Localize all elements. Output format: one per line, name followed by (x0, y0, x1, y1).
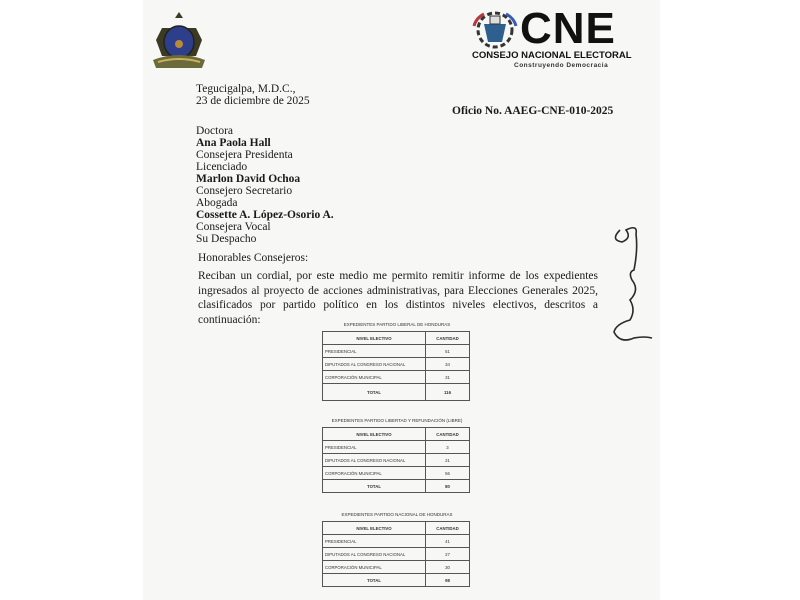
cne-wordmark: CNE (520, 4, 616, 53)
table-title: EXPEDIENTES PARTIDO LIBERTAD Y REFUNDACIÓN (LIBRE) (331, 418, 463, 423)
row-value: 30 (426, 561, 470, 574)
row-value: 3 (426, 441, 470, 454)
table-partido-nacional (322, 512, 472, 587)
row-label: DIPUTADOS AL CONGRESO NACIONAL (323, 358, 426, 371)
table-row (323, 441, 470, 454)
total-label: TOTAL (323, 480, 426, 493)
row-value: 31 (426, 371, 470, 384)
table-row (323, 454, 470, 467)
column-header: CANTIDAD (426, 332, 470, 345)
row-value: 41 (426, 535, 470, 548)
row-value: 51 (426, 345, 470, 358)
row-value: 21 (426, 454, 470, 467)
row-label: CORPORACIÓN MUNICIPAL (323, 371, 426, 384)
cne-name: CONSEJO NACIONAL ELECTORAL (472, 50, 632, 61)
recipient-2-name: Marlon David Ochoa (196, 173, 301, 185)
handwritten-signature (600, 220, 660, 350)
table-row (323, 467, 470, 480)
column-header: NIVEL ELECTIVO (323, 522, 426, 535)
letter-date: 23 de diciembre de 2025 (196, 95, 310, 107)
row-label: PRESIDENCIAL (323, 441, 426, 454)
table-partido-liberal (322, 322, 472, 401)
total-value: 80 (426, 480, 470, 493)
column-header: NIVEL ELECTIVO (323, 428, 426, 441)
row-label: CORPORACIÓN MUNICIPAL (323, 561, 426, 574)
row-label: PRESIDENCIAL (323, 345, 426, 358)
letter-body: Reciban un cordial, por este medio me permito remitir informe de los expedientes ingresados al proyecto de acciones administrativas, para Elecciones Generales 2025, clasificados por partido político en los distintos niveles electivos, descritos a continuación: (198, 270, 598, 326)
recipient-2-title: Licenciado (196, 161, 248, 173)
total-row (323, 384, 470, 401)
recipient-1-name: Ana Paola Hall (196, 137, 271, 149)
total-value: 116 (426, 384, 470, 401)
table-row (323, 358, 470, 371)
table-title: EXPEDIENTES PARTIDO LIBERAL DE HONDURAS (343, 322, 451, 327)
letter-place: Tegucigalpa, M.D.C., (196, 83, 296, 95)
table-partido-libre (322, 418, 472, 493)
row-label: DIPUTADOS AL CONGRESO NACIONAL (323, 548, 426, 561)
row-label: PRESIDENCIAL (323, 535, 426, 548)
recipient-3-title: Abogada (196, 197, 238, 209)
row-value: 34 (426, 358, 470, 371)
coat-of-arms-icon (150, 10, 208, 70)
table-row (323, 548, 470, 561)
total-row (323, 574, 470, 587)
row-label: DIPUTADOS AL CONGRESO NACIONAL (323, 454, 426, 467)
table-title: EXPEDIENTES PARTIDO NACIONAL DE HONDURAS (341, 512, 453, 517)
oficio-number: Oficio No. AAEG-CNE-010-2025 (452, 105, 614, 117)
recipient-1-role: Consejera Presidenta (196, 149, 293, 161)
table-row (323, 535, 470, 548)
recipient-1-title: Doctora (196, 125, 234, 137)
salutation: Honorables Consejeros: (198, 252, 309, 264)
column-header: CANTIDAD (426, 428, 470, 441)
total-value: 98 (426, 574, 470, 587)
recipient-3-name: Cossette A. López-Osorio A. (196, 209, 334, 221)
row-label: CORPORACIÓN MUNICIPAL (323, 467, 426, 480)
recipient-3-role: Consejera Vocal (196, 221, 271, 233)
row-value: 56 (426, 467, 470, 480)
total-label: TOTAL (323, 384, 426, 401)
total-label: TOTAL (323, 574, 426, 587)
row-value: 27 (426, 548, 470, 561)
table-row (323, 561, 470, 574)
column-header: NIVEL ELECTIVO (323, 332, 426, 345)
total-row (323, 480, 470, 493)
su-despacho: Su Despacho (196, 233, 257, 245)
table-row (323, 345, 470, 358)
column-header: CANTIDAD (426, 522, 470, 535)
recipient-2-role: Consejero Secretario (196, 185, 293, 197)
table-row (323, 371, 470, 384)
cne-slogan: Construyendo Democracia (514, 62, 609, 69)
cne-logo (470, 4, 632, 70)
